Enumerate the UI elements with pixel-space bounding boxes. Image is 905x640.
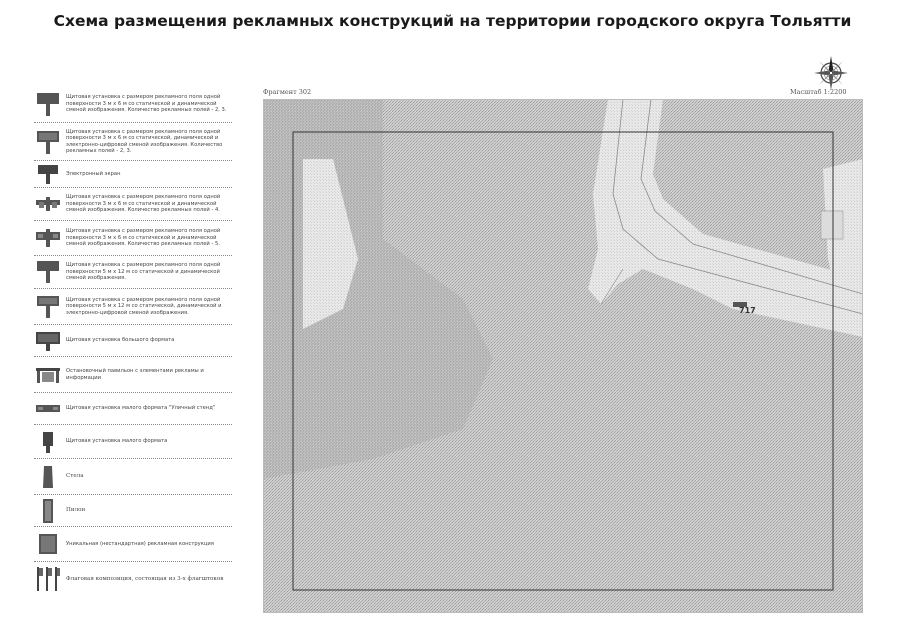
scale-label: Масштаб 1:2200 — [790, 88, 847, 96]
bus-stop-icon — [35, 366, 61, 384]
legend-text: Щитовая установка с размером рекламного поля одной поверхности 5 м х 12 м со статической, динамической и электронно-цифровой сменой изображения. — [66, 296, 222, 316]
pylon-icon — [40, 497, 56, 525]
legend-text: Щитовая установка малого формата — [66, 438, 168, 445]
legend-item — [34, 86, 232, 123]
unique-structure-icon — [37, 532, 59, 556]
legend-text: Щитовая установка с размером рекламного поля одной поверхности 3 м х 6 м со статической, динамической и электронно-цифровой сменой изображения. Количество рекламных полей - 2, 3. — [66, 128, 223, 154]
legend-item — [34, 161, 232, 188]
page-title: Схема размещения рекламных конструкций на территории городского округа Тольятти — [53, 12, 852, 30]
billboard-3x6-icon — [36, 90, 60, 118]
legend-text: Уникальная (нестандартная) рекламная конструкция — [66, 540, 214, 547]
compass-icon — [813, 55, 849, 91]
billboard-5x12-digital-icon — [36, 294, 60, 320]
legend-text: Остановочный павильон с элементами рекламы и информации — [66, 368, 204, 381]
legend-item — [34, 256, 232, 289]
legend-text: Щитовая установка с размером рекламного поля одной поверхности 3 м х 6 м со статической и динамической сменой изображения. Количество рекламных полей - 4. — [66, 194, 221, 214]
map[interactable] — [263, 99, 863, 613]
legend-text: Щитовая установка с размером рекламного поля одной поверхности 3 м х 6 м со статической и динамической сменой изображения. Количество рекламных полей - 5. — [66, 228, 221, 248]
legend-item — [34, 188, 232, 221]
billboard-5-fields-icon — [35, 228, 61, 248]
legend-text: Щитовая установка с размером рекламного поля одной поверхности 3 м х 6 м со статической и динамической сменой изображения. Количество рекламных полей - 2, 3. — [66, 94, 227, 114]
legend-item — [34, 393, 232, 425]
legend-item — [34, 562, 232, 596]
billboard-3x6-digital-icon — [36, 128, 60, 156]
electronic-screen-icon — [36, 163, 60, 185]
legend-item — [34, 221, 232, 256]
legend-text: Щитовая установка малого формата "Уличный стенд" — [66, 405, 216, 412]
ad-marker-label: 717 — [739, 306, 756, 315]
stele-icon — [40, 464, 56, 490]
legend-text: Стела — [66, 473, 84, 480]
building-block — [821, 211, 843, 239]
large-format-icon — [35, 330, 61, 352]
legend-item — [34, 289, 232, 325]
legend — [34, 86, 232, 596]
city-stand-icon — [35, 402, 61, 416]
legend-text: Электронный экран — [66, 170, 121, 177]
legend-item — [34, 325, 232, 357]
legend-text: Пилон — [66, 507, 86, 514]
legend-item — [34, 459, 232, 495]
legend-text: Флаговая композиция, состоящая из 3-х флагштоков — [66, 575, 224, 582]
legend-item — [34, 425, 232, 459]
fragment-label: Фрагмент 302 — [263, 88, 312, 96]
legend-item — [34, 495, 232, 527]
billboard-4-fields-icon — [35, 196, 61, 212]
billboard-5x12-icon — [36, 259, 60, 285]
legend-text: Щитовая установка большого формата — [66, 337, 175, 344]
legend-text: Щитовая установка с размером рекламного поля одной поверхности 5 м х 12 м со статической и динамической сменой изображения. — [66, 262, 221, 282]
legend-item — [34, 527, 232, 562]
legend-item — [34, 123, 232, 161]
small-format-icon — [40, 430, 56, 454]
legend-item — [34, 357, 232, 393]
flag-composition-icon — [35, 565, 61, 593]
